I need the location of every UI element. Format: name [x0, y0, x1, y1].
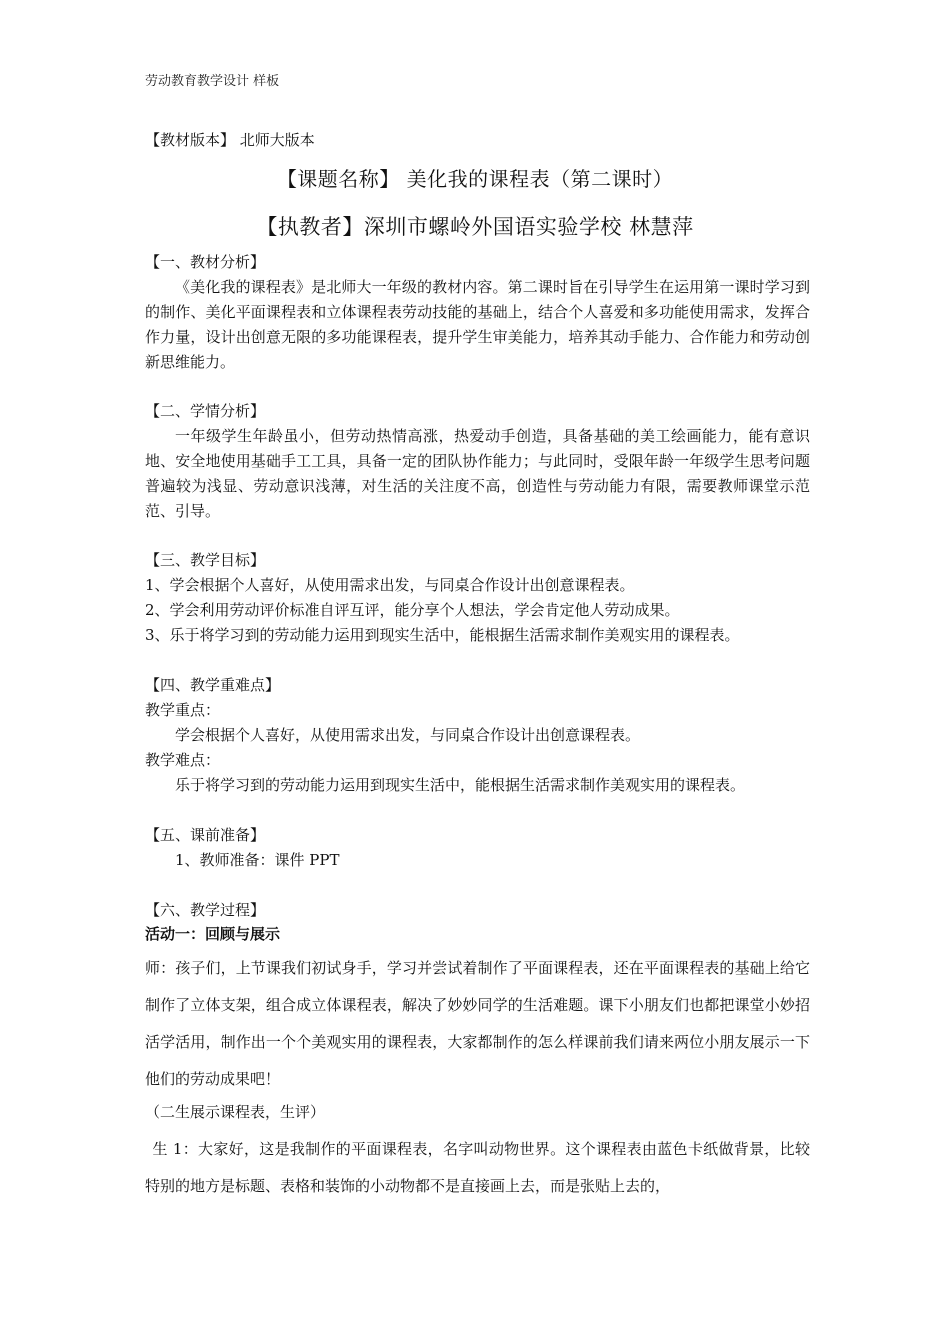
section-5-heading: 【五、课前准备】 [145, 826, 266, 844]
key-point-label: 教学重点： [145, 701, 221, 719]
section-1-body: 《美化我的课程表》是北师大一年级的教材内容。第二课时旨在引导学生在运用第一课时学习到的制作、美化平面课程表和立体课程表劳动技能的基础上，结合个人喜爱和多功能使用需求，发挥合作力量，设计出创意无限的多功能课程表，提升学生审美能力，培养其动手能力、合作能力和劳动创新思维能力。 [145, 278, 810, 371]
student-speech: 生 1：大家好，这是我制作的平面课程表，名字叫动物世界。这个课程表由蓝色卡纸做背景，比较特别的地方是标题、表格和装饰的小动物都不是直接画上去，而是张贴上去的， [145, 1140, 810, 1195]
difficulty-text: 乐于将学习到的劳动能力运用到现实生活中，能根据生活需求制作美观实用的课程表。 [175, 776, 746, 794]
section-1-heading: 【一、教材分析】 [145, 253, 266, 271]
page-header: 劳动教育教学设计 样板 [145, 74, 280, 89]
objective-item-3: 3、乐于将学习到的劳动能力运用到现实生活中，能根据生活需求制作美观实用的课程表。 [145, 626, 740, 644]
preparation-item: 1、教师准备：课件 PPT [175, 851, 340, 869]
section-2-heading: 【二、学情分析】 [145, 402, 266, 420]
activity-title: 活动一：回顾与展示 [145, 925, 281, 943]
objective-item-1: 1、学会根据个人喜好，从使用需求出发，与同桌合作设计出创意课程表。 [145, 576, 635, 594]
difficulty-label: 教学难点： [145, 751, 221, 769]
objective-item-2: 2、学会利用劳动评价标准自评互评，能分享个人想法，学会肯定他人劳动成果。 [145, 601, 680, 619]
section-6-heading: 【六、教学过程】 [145, 901, 266, 919]
section-2-body: 一年级学生年龄虽小，但劳动热情高涨，热爱动手创造，具备基础的美工绘画能力，能有意识地、安全地使用基础手工工具，具备一定的团队协作能力；与此同时，受限年龄一年级学生思考问题普遍较为浅显、劳动意识浅薄，对生活的关注度不高，创造性与劳动能力有限，需要教师课堂示范范、引导。 [145, 427, 810, 520]
lesson-title: 【课题名称】 美化我的课程表（第二课时） [276, 167, 674, 191]
key-point-text: 学会根据个人喜好，从使用需求出发，与同桌合作设计出创意课程表。 [175, 726, 641, 744]
display-note: （二生展示课程表，生评） [145, 1103, 326, 1121]
edition-line: 【教材版本】 北师大版本 [145, 131, 315, 149]
section-4-heading: 【四、教学重难点】 [145, 676, 281, 694]
section-3-heading: 【三、教学目标】 [145, 551, 266, 569]
teacher-speech: 师：孩子们，上节课我们初试身手，学习并尝试着制作了平面课程表，还在平面课程表的基础上给它制作了立体支架，组合成立体课程表，解决了妙妙同学的生活难题。课下小朋友们也都把课堂小妙招活学活用，制作出一个个美观实用的课程表，大家都制作的怎么样课前我们请来两位小朋友展示一下他们的劳动成果吧！ [145, 959, 810, 1088]
teacher-line: 【执教者】深圳市螺岭外国语实验学校 林慧萍 [256, 215, 694, 239]
